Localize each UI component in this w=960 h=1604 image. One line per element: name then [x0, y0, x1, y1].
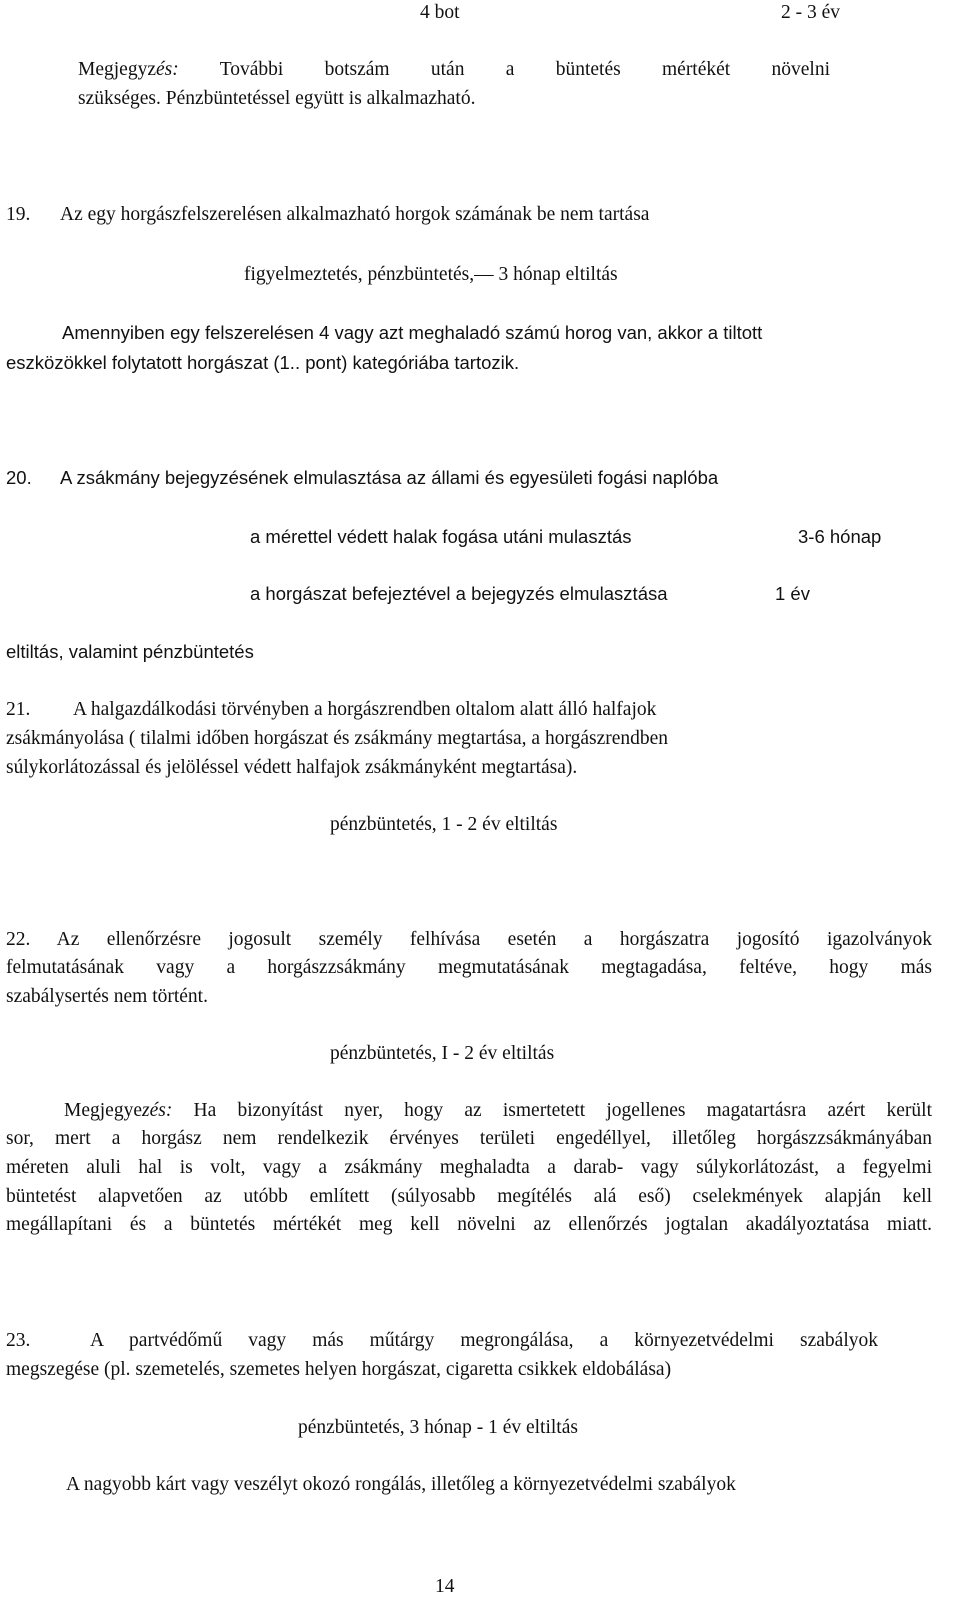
item20-row1-text: a mérettel védett halak fogása utáni mulasztás: [250, 526, 632, 547]
item20-row1-penalty: 3-6 hónap: [798, 526, 882, 547]
note1-line1-text: További botszám után a büntetés mértékét növelni: [219, 59, 830, 80]
item21-line2: zsákmányolása ( tilalmi időben horgászat és zsákmány megtartása, a horgászrendben: [6, 728, 669, 749]
note2-line3: méreten aluli hal is volt, vagy a zsákmány meghaladta a darab- vagy súlykorlátozást, a fegyelmi: [6, 1157, 932, 1178]
note2-line5: megállapítani és a büntetés mértékét meg kell növelni az ellenőrzés jogtalan akadályoztatása miatt.: [6, 1214, 932, 1235]
item20-row2-penalty: 1 év: [775, 583, 810, 604]
item23-line2: megszegése (pl. szemetelés, szemetes helyen horgászat, cigaretta csikkek eldobálása): [6, 1359, 672, 1380]
item22-penalty: pénzbüntetés, I - 2 év eltiltás: [330, 1043, 555, 1064]
note2-line1: [64, 1098, 932, 1124]
note2-line1-text: Ha bizonyítást nyer, hogy az ismertetett jogellenes magatartásra azért került: [193, 1100, 933, 1121]
note2-line2: sor, mert a horgász nem rendelkezik érvényes területi engedéllyel, illetőleg horgászzsákmányában: [6, 1128, 932, 1149]
page-number: 14: [435, 1576, 455, 1597]
item23-line1: A partvédőmű vagy más műtárgy megrongálása, a környezetvédelmi szabályok: [90, 1330, 878, 1351]
item22-line2: felmutatásának vagy a horgászzsákmány megmutatásának megtagadása, feltéve, hogy más: [6, 957, 932, 978]
item19-number: 19.: [6, 204, 31, 225]
item19-note-line1: Amennyiben egy felszerelésen 4 vagy azt meghaladó számú horog van, akkor a tiltott: [62, 322, 763, 343]
top-row-right: 2 - 3 év: [781, 2, 841, 23]
note1-line1: [78, 57, 830, 83]
item20-row2-text: a horgászat befejeztével a bejegyzés elmulasztása: [250, 583, 668, 604]
item19-title: Az egy horgászfelszerelésen alkalmazható horgok számának be nem tartása: [60, 204, 650, 225]
item20-number: 20.: [6, 467, 32, 488]
note2-label: Megjegye: [64, 1100, 142, 1121]
note2-line4: büntetést alapvetően az utóbb említett (súlyosabb megítélés alá eső) cselekmények alapján kell: [6, 1186, 932, 1207]
item23-line3: A nagyobb kárt vagy veszélyt okozó rongálás, illetőleg a környezetvédelmi szabályok: [66, 1474, 736, 1495]
item22-line3: szabálysertés nem történt.: [6, 986, 208, 1007]
item21-penalty: pénzbüntetés, 1 - 2 év eltiltás: [330, 814, 558, 835]
item20-tail: eltiltás, valamint pénzbüntetés: [6, 641, 254, 662]
item21-number: 21.: [6, 699, 31, 720]
item19-penalty: figyelmeztetés, pénzbüntetés,— 3 hónap eltiltás: [244, 264, 618, 285]
item22-line1: 22. Az ellenőrzésre jogosult személy felhívása esetén a horgászatra jogosító igazolványok: [6, 929, 932, 950]
note1-line2: szükséges. Pénzbüntetéssel együtt is alkalmazható.: [78, 88, 476, 109]
top-row-left: 4 bot: [420, 2, 460, 23]
item19-note-line2: eszközökkel folytatott horgászat (1.. pont) kategóriába tartozik.: [6, 352, 520, 373]
item20-title: A zsákmány bejegyzésének elmulasztása az állami és egyesületi fogási naplóba: [60, 467, 719, 488]
note1-label-italic: és:: [155, 59, 179, 80]
item23-penalty: pénzbüntetés, 3 hónap - 1 év eltiltás: [298, 1417, 578, 1438]
item23-number: 23.: [6, 1330, 31, 1351]
note1-label: Megjegyz: [78, 59, 156, 80]
item21-line1: A halgazdálkodási törvényben a horgászrendben oltalom alatt álló halfajok: [73, 699, 657, 720]
note2-label-italic: zés:: [141, 1100, 173, 1121]
item21-line3: súlykorlátozással és jelöléssel védett halfajok zsákmányként megtartása).: [6, 757, 578, 778]
